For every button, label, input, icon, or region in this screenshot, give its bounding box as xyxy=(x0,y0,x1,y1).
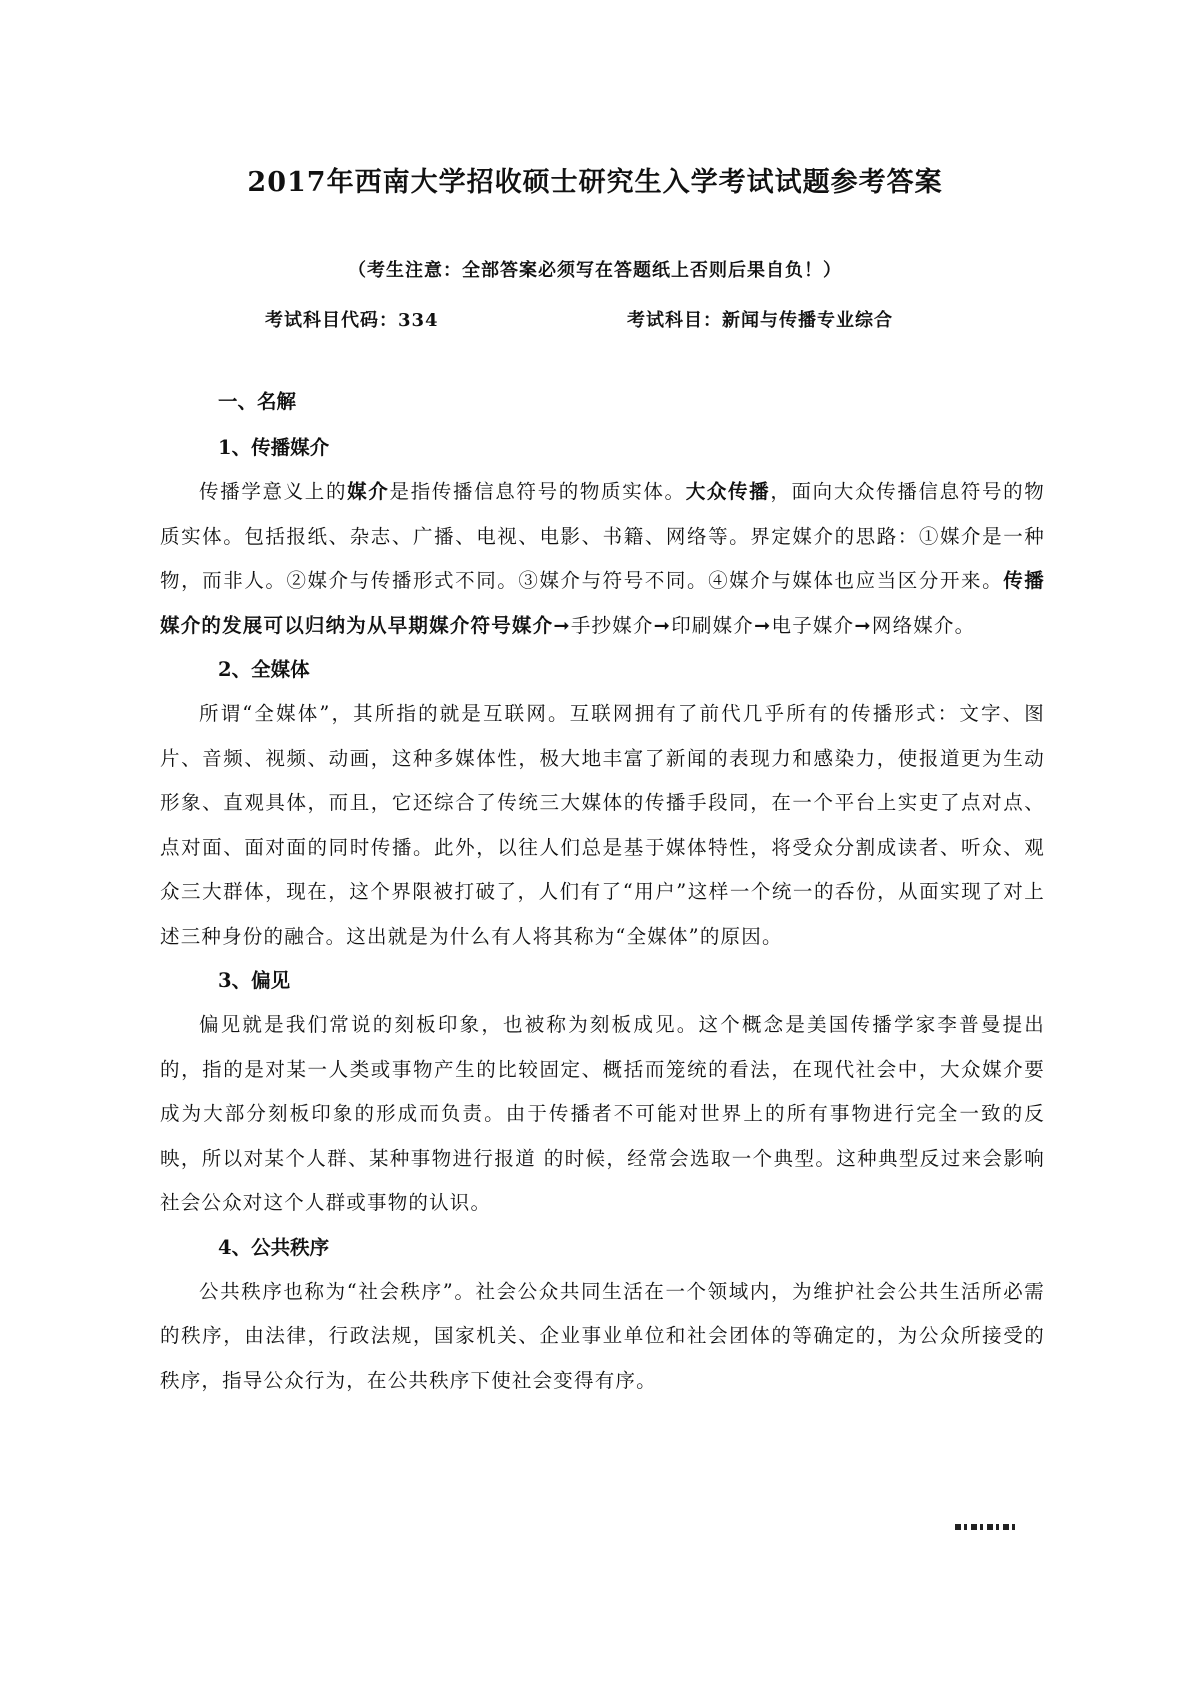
item-heading-all-media: 2、全媒体 xyxy=(218,658,310,681)
answer-body xyxy=(160,380,1045,1403)
exam-subject: 考试科目：新闻与传播专业综合 xyxy=(627,310,893,331)
text-run-bold: 媒介 xyxy=(347,480,390,503)
item-heading-media: 1、传播媒介 xyxy=(218,436,330,459)
item-heading-public-order: 4、公共秩序 xyxy=(218,1235,330,1259)
item-paragraph-public-order: 公共秩序也称为“社会秩序”。社会公众共同生活在一个领域内，为维护社会公共生活所必需的秩序，由法律，行政法规，国家机关、企业事业单位和社会团体的等确定的，为公众所接受的秩序，指导公众行为，在公共秩序下使社会变得有序。 xyxy=(160,1279,1045,1392)
exam-code: 考试科目代码：334 xyxy=(265,310,439,331)
document-title: 2017年西南大学招收硕士研究生入学考试试题参考答案 xyxy=(247,167,943,198)
item-paragraph-all-media: 所谓“全媒体”，其所指的就是互联网。互联网拥有了前代几乎所有的传播形式：文字、图片、音频、视频、动画，这种多媒体性，极大地丰富了新闻的表现力和感染力，使报道更为生动形象、直观具体，而且，它还综合了传统三大媒体的传播手段同，在一个平台上实吏了点对点、点对面、面对面的同时传播。此外，以往人们总是基于媒体特性，将受众分割成读者、听众、观众三大群体，现在，这个界限被打破了，人们有了“用户”这样一个统一的呑份，从面实现了对上述三种身份的融合。这出就是为什么有人将其称为“全媒体”的原因。 xyxy=(160,702,1045,948)
text-run-bold: 大众传播 xyxy=(685,480,771,503)
section-heading: 一、名解 xyxy=(218,390,297,413)
item-paragraph-media xyxy=(160,470,1045,648)
text-run: ，面向大众传播信息符号的物质实体。包括报纸、杂志、广播、电视、电影、书籍、网络等。界定媒介的思路：①媒介是一种物，而非人。②媒介与传播形式不同。③媒介与符号不同。④媒介与媒体也应当区分开来。 xyxy=(160,480,1045,592)
exam-notice: （考生注意：全部答案必须写在答题纸上否则后果自负！） xyxy=(348,260,842,281)
item-heading-prejudice: 3、偏见 xyxy=(218,969,291,992)
text-run-bold: 传播媒介的发展可以归纳为从早期媒介符号媒介 xyxy=(160,569,1045,637)
item-paragraph-prejudice: 偏见就是我们常说的刻板印象，也被称为刻板成见。这个概念是美国传播学家李普曼提出的，指的是对某一人类或事物产生的比较固定、概括而笼统的看法，在现代社会中，大众媒介要成为大部分刻板印象的形成而负责。由于传播者不可能对世界上的所有事物进行完全一致的反映，所以对某个人群、某种事物进行报道 的时候，经常会选取一个典型。这种典型反过来会影响社会公众对这个人群或事物的认识。 xyxy=(160,1013,1045,1214)
text-run: ➞手抄媒介➞印刷媒介➞电子媒介➞网络媒介。 xyxy=(553,613,976,637)
qr-code-icon xyxy=(955,1524,1019,1530)
text-run: 是指传播信息符号的物质实体。 xyxy=(389,480,686,503)
text-run: 传播学意义上的 xyxy=(199,480,348,503)
